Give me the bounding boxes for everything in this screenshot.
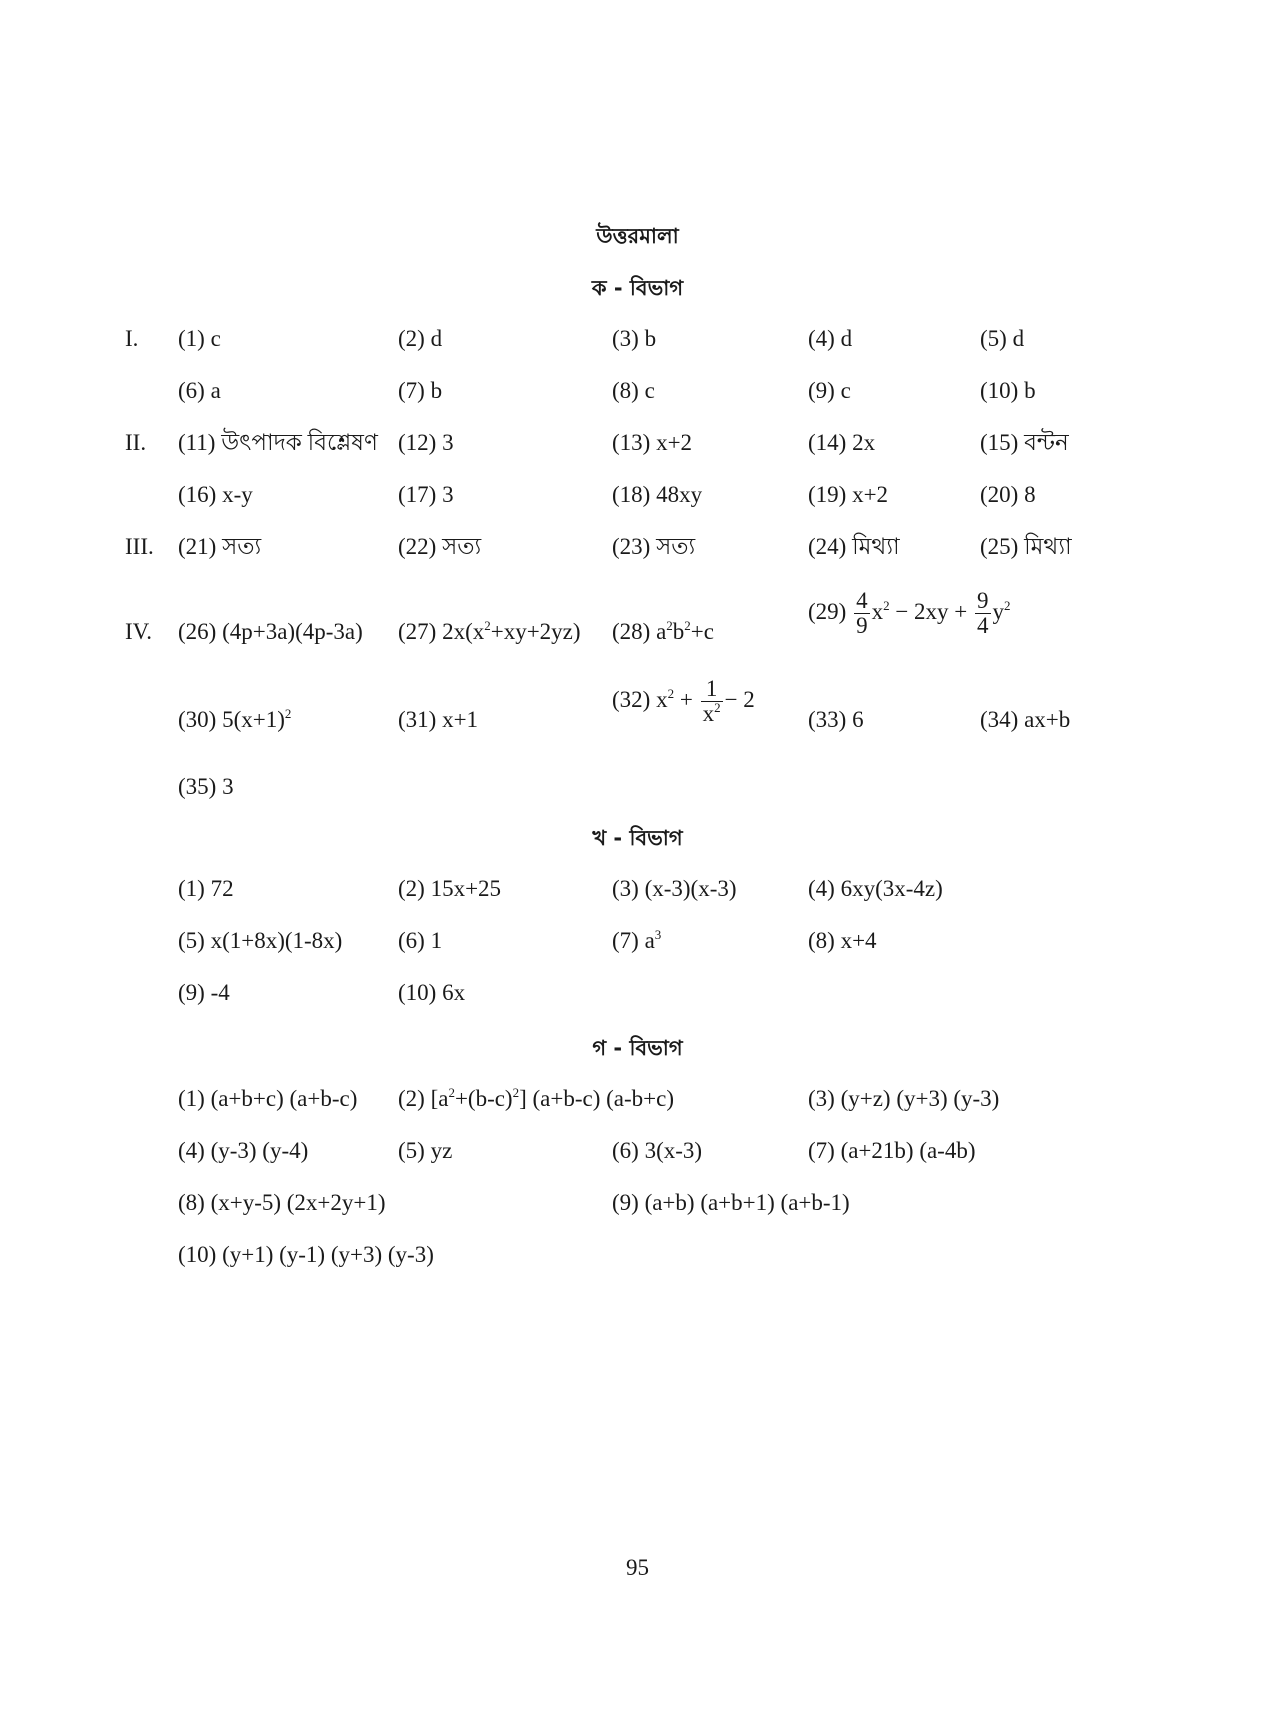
answer-kha-7: (7) $a^3$	[612, 927, 662, 953]
section-ga-heading: গ - বিভাগ	[592, 1036, 683, 1060]
group-ii-row-2	[0, 478, 1275, 512]
answer-ka-8: (8) c	[612, 378, 655, 403]
answer-kha-3: (3) (x-3)(x-3)	[612, 876, 737, 901]
answer-ka-33: (33) 6	[808, 707, 864, 732]
answer-kha-6: (6) 1	[398, 928, 443, 953]
answer-ka-11: (11) উৎপাদক বিশ্লেষণ	[178, 430, 378, 455]
ga-row-3	[0, 1186, 1275, 1220]
answer-kha-2: (2) 15x+25	[398, 876, 502, 901]
answer-ka-7: (7) b	[398, 378, 443, 403]
answer-ka-9: (9) c	[808, 378, 851, 403]
group-i-row-2	[0, 374, 1275, 408]
answer-ka-30: (30) $5(x+1)^2$	[178, 706, 292, 732]
answer-ka-22: (22) সত্য	[398, 534, 482, 559]
group-iv-row-2	[0, 676, 1275, 737]
section-ka-heading: ক - বিভাগ	[591, 276, 684, 300]
answer-ka-1: (1) c	[178, 326, 221, 351]
answer-ka-35: (35) 3	[178, 774, 234, 799]
fraction-4-9: $\frac{4}{9}$	[856, 588, 868, 638]
answer-ga-2: (2) $[a^2+(b-c)^2]$ (a+b-c) (a-b+c)	[398, 1085, 674, 1111]
roman-ii: II.	[125, 430, 147, 455]
answer-ga-7: (7) (a+21b) (a-4b)	[808, 1138, 976, 1163]
roman-iv: IV.	[125, 619, 153, 644]
kha-row-3	[0, 976, 1275, 1010]
roman-iii: III.	[125, 534, 154, 559]
answer-ka-17: (17) 3	[398, 482, 454, 507]
kha-row-2	[0, 924, 1275, 958]
answer-ka-26: (26) (4p+3a)(4p-3a)	[178, 619, 363, 644]
answer-ka-10: (10) b	[980, 378, 1036, 403]
group-ii-row-1	[0, 426, 1275, 460]
answer-ka-18: (18) 48xy	[612, 482, 703, 507]
answer-kha-9: (9) -4	[178, 980, 230, 1005]
page-number: 95	[626, 1555, 649, 1580]
group-iv-row-3	[0, 770, 1275, 804]
group-iii-row	[0, 530, 1275, 564]
answer-ga-3: (3) (y+z) (y+3) (y-3)	[808, 1086, 1000, 1111]
answer-ga-5: (5) yz	[398, 1138, 453, 1163]
answer-ka-29: (29) $\frac{4}{9}$ $x^2 - 2xy$ + $\frac{9}{4}$ $y^2$	[808, 588, 1011, 638]
answer-ga-10: (10) (y+1) (y-1) (y+3) (y-3)	[178, 1242, 434, 1267]
answer-ka-20: (20) 8	[980, 482, 1036, 507]
group-i-row-1	[0, 322, 1275, 356]
kha-row-1	[0, 872, 1275, 906]
answer-ka-3: (3) b	[612, 326, 657, 351]
answer-ka-12: (12) 3	[398, 430, 454, 455]
answer-ka-32: (32) $x^2$ + $\frac{1}{x^2}$ − 2	[612, 676, 755, 726]
answer-ka-6: (6) a	[178, 378, 221, 403]
answer-ga-1: (1) (a+b+c) (a+b-c)	[178, 1086, 358, 1111]
answer-ka-23: (23) সত্য	[612, 534, 696, 559]
answer-ka-15: (15) বন্টন	[980, 430, 1069, 455]
answer-kha-8: (8) x+4	[808, 928, 877, 953]
ga-row-4	[0, 1238, 1275, 1272]
answer-kha-5: (5) x(1+8x)(1-8x)	[178, 928, 343, 953]
answer-ga-9: (9) (a+b) (a+b+1) (a+b-1)	[612, 1190, 850, 1215]
ga-row-2	[0, 1134, 1275, 1168]
answer-ka-2: (2) d	[398, 326, 443, 351]
answer-ka-25: (25) মিথ্যা	[980, 534, 1072, 559]
answer-ka-34: (34) ax+b	[980, 707, 1071, 732]
answer-ga-4: (4) (y-3) (y-4)	[178, 1138, 309, 1163]
section-kha-heading: খ - বিভাগ	[592, 826, 683, 850]
answer-ka-14: (14) 2x	[808, 430, 876, 455]
answer-kha-4: (4) 6xy(3x-4z)	[808, 876, 943, 901]
answer-ga-6: (6) 3(x-3)	[612, 1138, 703, 1163]
roman-i: I.	[125, 326, 139, 351]
answer-ka-28: (28) $a^2b^2+c$	[612, 618, 714, 644]
fraction-9-4: $\frac{9}{4}$	[977, 588, 989, 638]
answer-ka-13: (13) x+2	[612, 430, 693, 455]
fraction-1-x2: $\frac{1}{x^2}$	[702, 676, 721, 726]
answer-ka-4: (4) d	[808, 326, 853, 351]
group-iv-row-1	[0, 588, 1275, 649]
answer-ka-5: (5) d	[980, 326, 1025, 351]
answer-kha-1: (1) 72	[178, 876, 234, 901]
answer-ka-31: (31) x+1	[398, 707, 479, 732]
ga-row-1	[0, 1082, 1275, 1116]
answer-kha-10: (10) 6x	[398, 980, 466, 1005]
answer-ka-24: (24) মিথ্যা	[808, 534, 900, 559]
answer-ga-8: (8) (x+y-5) (2x+2y+1)	[178, 1190, 386, 1215]
answer-ka-21: (21) সত্য	[178, 534, 262, 559]
page-title: উত্তরমালা	[596, 224, 679, 248]
answer-ka-16: (16) x-y	[178, 482, 253, 507]
answer-ka-27: (27) $2x(x^2+xy+2yz)$	[398, 618, 581, 644]
answer-ka-19: (19) x+2	[808, 482, 889, 507]
